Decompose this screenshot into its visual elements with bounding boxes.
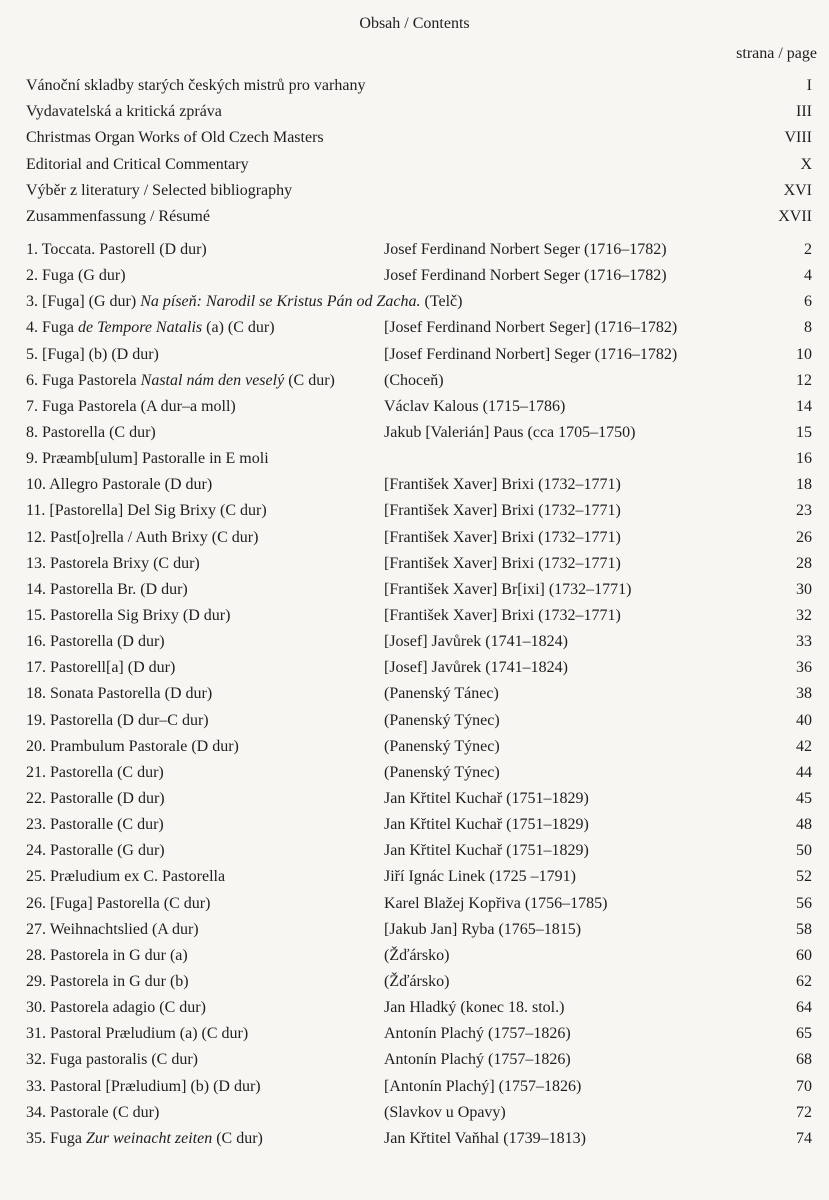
work-composer: Jan Křtitel Kuchař (1751–1829): [384, 842, 589, 860]
work-row: [26, 943, 812, 969]
work-page: 36: [796, 659, 812, 677]
work-title: [26, 315, 275, 341]
work-page: 30: [796, 580, 812, 598]
work-title-text: 12. Past[o]rella / Auth Brixy (C dur): [26, 528, 259, 546]
work-page: 64: [796, 999, 812, 1017]
work-composer: [František Xaver] Br[ixi] (1732–1771): [384, 580, 632, 598]
work-page: 72: [796, 1103, 812, 1121]
work-title-text: 27. Weihnachtslied (A dur): [26, 920, 199, 938]
work-title: [26, 812, 164, 838]
work-page: 10: [796, 345, 812, 363]
work-title-suffix: (C dur): [212, 1129, 263, 1147]
work-title-text: 15. Pastorella Sig Brixy (D dur): [26, 606, 231, 624]
work-composer: Josef Ferdinand Norbert Seger (1716–1782): [384, 241, 667, 258]
work-composer: (Choceň): [384, 371, 444, 389]
work-title-suffix: (a) (C dur): [202, 319, 275, 337]
work-title-text: 16. Pastorella (D dur): [26, 633, 165, 651]
work-title-italic: Na píseň: Narodil se Kristus Pán od Zacha.: [140, 293, 421, 311]
work-row: [26, 289, 812, 315]
work-page: 45: [796, 789, 812, 807]
front-matter-row: [26, 125, 812, 151]
work-row: [26, 603, 812, 629]
work-title-text: 3. [Fuga] (G dur): [26, 293, 141, 311]
work-composer: Josef Ferdinand Norbert Seger (1716–1782): [384, 267, 667, 285]
work-page: 33: [796, 633, 812, 651]
work-title: [26, 786, 165, 812]
work-title-italic: Nastal nám den veselý: [140, 371, 285, 389]
work-title-text: 9. Præamb[ulum] Pastoralle in E moli: [26, 450, 269, 468]
work-row: [26, 812, 812, 838]
work-title: [26, 891, 210, 917]
work-composer: (Slavkov u Opavy): [384, 1103, 506, 1121]
work-title: [26, 864, 225, 890]
front-matter-page: VIII: [784, 129, 812, 147]
work-title: [26, 1126, 263, 1152]
work-page: 40: [796, 711, 812, 729]
work-title: [26, 420, 156, 446]
work-page: 70: [796, 1077, 812, 1095]
work-composer: Antonín Plachý (1757–1826): [384, 1025, 571, 1043]
work-row: [26, 760, 812, 786]
works-list: [26, 237, 812, 1152]
work-title-text: 31. Pastoral Præludium (a) (C dur): [26, 1025, 249, 1043]
work-composer: Jakub [Valerián] Paus (cca 1705–1750): [384, 423, 636, 441]
work-page: 56: [796, 894, 812, 912]
work-title: [26, 498, 267, 524]
work-title-text: 26. [Fuga] Pastorella (C dur): [26, 894, 211, 912]
work-row: [26, 394, 812, 420]
work-row: [26, 629, 812, 655]
work-row: [26, 734, 812, 760]
work-composer: [Josef Ferdinand Norbert] Seger (1716–1782): [384, 345, 678, 363]
work-row: [26, 315, 812, 341]
work-title-text: 2. Fuga (G dur): [26, 267, 126, 285]
front-matter-title: Zusammenfassung / Résumé: [26, 207, 210, 225]
work-title-text: 14. Pastorella Br. (D dur): [26, 580, 188, 598]
work-row: [26, 917, 812, 943]
work-title: [26, 838, 165, 864]
work-page: 28: [796, 554, 812, 572]
work-page: 68: [796, 1051, 812, 1069]
work-title-text: 1. Toccata. Pastorell (D dur): [26, 241, 207, 258]
work-composer: [František Xaver] Brixi (1732–1771): [384, 502, 621, 520]
work-row: [26, 786, 812, 812]
work-composer: (Panenský Týnec): [384, 763, 500, 781]
work-composer: (Panenský Týnec): [384, 737, 500, 755]
work-composer: (Panenský Týnec): [384, 711, 500, 729]
front-matter-title: Christmas Organ Works of Old Czech Masters: [26, 129, 324, 147]
work-row: [26, 472, 812, 498]
work-title-text: 6. Fuga Pastorela: [26, 371, 141, 389]
work-title: [26, 342, 159, 368]
work-title-text: 19. Pastorella (D dur–C dur): [26, 711, 209, 729]
work-title-text: 18. Sonata Pastorella (D dur): [26, 685, 213, 703]
work-title: [26, 1100, 159, 1126]
work-page: 65: [796, 1025, 812, 1043]
work-title: [26, 943, 188, 969]
front-matter-title: Editorial and Critical Commentary: [26, 155, 249, 173]
work-composer: [Jakub Jan] Ryba (1765–1815): [384, 920, 582, 938]
work-composer: (Panenský Tánec): [384, 685, 499, 703]
front-matter-row: [26, 73, 812, 99]
work-title: [26, 263, 126, 289]
work-row: [26, 446, 812, 472]
work-composer: Václav Kalous (1715–1786): [384, 397, 566, 415]
front-matter-row: [26, 152, 812, 178]
work-title: [26, 289, 462, 315]
work-composer: [Josef] Javůrek (1741–1824): [384, 659, 568, 677]
work-title-text: 32. Fuga pastoralis (C dur): [26, 1051, 198, 1069]
work-title-text: 8. Pastorella (C dur): [26, 423, 156, 441]
work-row: [26, 891, 812, 917]
page-column-label: strana / page: [736, 45, 817, 62]
work-title: [26, 1021, 248, 1047]
work-page: 15: [796, 423, 812, 441]
work-page: 60: [796, 946, 812, 964]
work-row: [26, 681, 812, 707]
work-composer: Jan Hladký (konec 18. stol.): [384, 999, 565, 1017]
work-title-text: 22. Pastoralle (D dur): [26, 789, 165, 807]
work-title: [26, 734, 239, 760]
work-row: [26, 995, 812, 1021]
front-matter-list: [26, 73, 812, 230]
work-page: 26: [796, 528, 812, 546]
work-title-text: 13. Pastorela Brixy (C dur): [26, 554, 200, 572]
work-composer: [František Xaver] Brixi (1732–1771): [384, 476, 621, 494]
work-row: [26, 237, 812, 263]
work-row: [26, 420, 812, 446]
work-page: 6: [804, 293, 812, 311]
work-title-text: 30. Pastorela adagio (C dur): [26, 999, 206, 1017]
work-title-text: 5. [Fuga] (b) (D dur): [26, 345, 159, 363]
work-title-text: 25. Præludium ex C. Pastorella: [26, 868, 226, 886]
work-row: [26, 1100, 812, 1126]
front-matter-row: [26, 178, 812, 204]
work-title: [26, 368, 335, 394]
work-page: 23: [796, 502, 812, 520]
front-matter-page: X: [800, 155, 812, 173]
front-matter-row: [26, 204, 812, 230]
front-matter-page: XVI: [783, 181, 812, 199]
work-title: [26, 237, 207, 263]
work-title-text: 33. Pastoral [Præludium] (b) (D dur): [26, 1077, 261, 1095]
work-title-text: 10. Allegro Pastorale (D dur): [26, 476, 213, 494]
work-page: 74: [796, 1129, 812, 1147]
work-title: [26, 1047, 198, 1073]
front-matter-title: Vydavatelská a kritická zpráva: [26, 103, 222, 121]
work-row: [26, 525, 812, 551]
work-title-text: 35. Fuga: [26, 1129, 86, 1147]
work-row: [26, 498, 812, 524]
work-composer: (Žďársko): [384, 972, 450, 990]
work-title: [26, 1074, 261, 1100]
work-composer: [Josef Ferdinand Norbert Seger] (1716–1782): [384, 319, 678, 337]
work-title: [26, 708, 209, 734]
work-row: [26, 1126, 812, 1152]
work-title: [26, 917, 199, 943]
work-composer: Jan Křtitel Vaňhal (1739–1813): [384, 1129, 586, 1147]
work-row: [26, 368, 812, 394]
work-title: [26, 629, 165, 655]
work-title-text: 11. [Pastorella] Del Sig Brixy (C dur): [26, 502, 267, 520]
work-page: 58: [796, 920, 812, 938]
work-page: 62: [796, 972, 812, 990]
work-composer: [Josef] Javůrek (1741–1824): [384, 633, 568, 651]
front-matter-title: Výběr z literatury / Selected bibliography: [26, 181, 293, 199]
work-title: [26, 681, 212, 707]
work-title: [26, 655, 175, 681]
work-title-text: 34. Pastorale (C dur): [26, 1103, 160, 1121]
page-title: Obsah / Contents: [359, 15, 470, 32]
work-title: [26, 760, 164, 786]
work-title: [26, 394, 236, 420]
work-page: 12: [796, 371, 812, 389]
work-composer: [František Xaver] Brixi (1732–1771): [384, 554, 621, 572]
work-page: 50: [796, 842, 812, 860]
work-composer: Karel Blažej Kopřiva (1756–1785): [384, 894, 608, 912]
work-title: [26, 995, 206, 1021]
work-row: [26, 864, 812, 890]
front-matter-page: XVII: [778, 207, 812, 225]
work-page: 38: [796, 685, 812, 703]
work-title-text: 17. Pastorell[a] (D dur): [26, 659, 176, 677]
work-page: 42: [796, 737, 812, 755]
work-title-text: 7. Fuga Pastorela (A dur–a moll): [26, 397, 236, 415]
work-composer: Jan Křtitel Kuchař (1751–1829): [384, 789, 589, 807]
work-title: [26, 969, 189, 995]
work-title: [26, 577, 188, 603]
front-matter-page: III: [796, 103, 812, 121]
work-title: [26, 472, 212, 498]
work-composer: [František Xaver] Brixi (1732–1771): [384, 606, 621, 624]
work-page: 52: [796, 868, 812, 886]
work-title-text: 24. Pastoralle (G dur): [26, 842, 165, 860]
work-title-italic: de Tempore Natalis: [78, 319, 203, 337]
work-title: [26, 446, 269, 472]
work-page: 18: [796, 476, 812, 494]
work-page: 8: [804, 319, 812, 337]
work-title-text: 23. Pastoralle (C dur): [26, 816, 164, 834]
front-matter-page: I: [806, 77, 812, 94]
work-composer: Antonín Plachý (1757–1826): [384, 1051, 571, 1069]
work-row: [26, 263, 812, 289]
work-page: 14: [796, 397, 812, 415]
work-row: [26, 1021, 812, 1047]
work-title: [26, 603, 230, 629]
work-title-text: 29. Pastorela in G dur (b): [26, 972, 189, 990]
front-matter-title: Vánoční skladby starých českých mistrů pro varhany: [26, 77, 366, 94]
work-row: [26, 969, 812, 995]
work-row: [26, 1074, 812, 1100]
work-row: [26, 1047, 812, 1073]
work-title-text: 4. Fuga: [26, 319, 78, 337]
work-page: 2: [804, 241, 812, 258]
work-page: 48: [796, 816, 812, 834]
work-page: 4: [804, 267, 812, 285]
front-matter-row: [26, 99, 812, 125]
work-title: [26, 551, 200, 577]
work-page: 16: [796, 450, 812, 468]
work-title-text: 28. Pastorela in G dur (a): [26, 946, 188, 964]
work-composer: Jan Křtitel Kuchař (1751–1829): [384, 816, 589, 834]
work-title-text: 21. Pastorella (C dur): [26, 763, 164, 781]
work-composer: [František Xaver] Brixi (1732–1771): [384, 528, 621, 546]
work-row: [26, 838, 812, 864]
work-row: [26, 655, 812, 681]
work-title: [26, 525, 258, 551]
work-row: [26, 577, 812, 603]
work-row: [26, 551, 812, 577]
work-composer: (Žďársko): [384, 946, 450, 964]
work-composer: [Antonín Plachý] (1757–1826): [384, 1077, 582, 1095]
work-page: 44: [796, 763, 812, 781]
work-title-text: 20. Prambulum Pastorale (D dur): [26, 737, 239, 755]
work-title-italic: Zur weinacht zeiten: [86, 1129, 213, 1147]
work-composer: Jiří Ignác Linek (1725 –1791): [384, 868, 576, 886]
work-row: [26, 708, 812, 734]
work-title-suffix: (Telč): [420, 293, 463, 311]
work-title-suffix: (C dur): [284, 371, 335, 389]
work-page: 32: [796, 606, 812, 624]
work-row: [26, 342, 812, 368]
